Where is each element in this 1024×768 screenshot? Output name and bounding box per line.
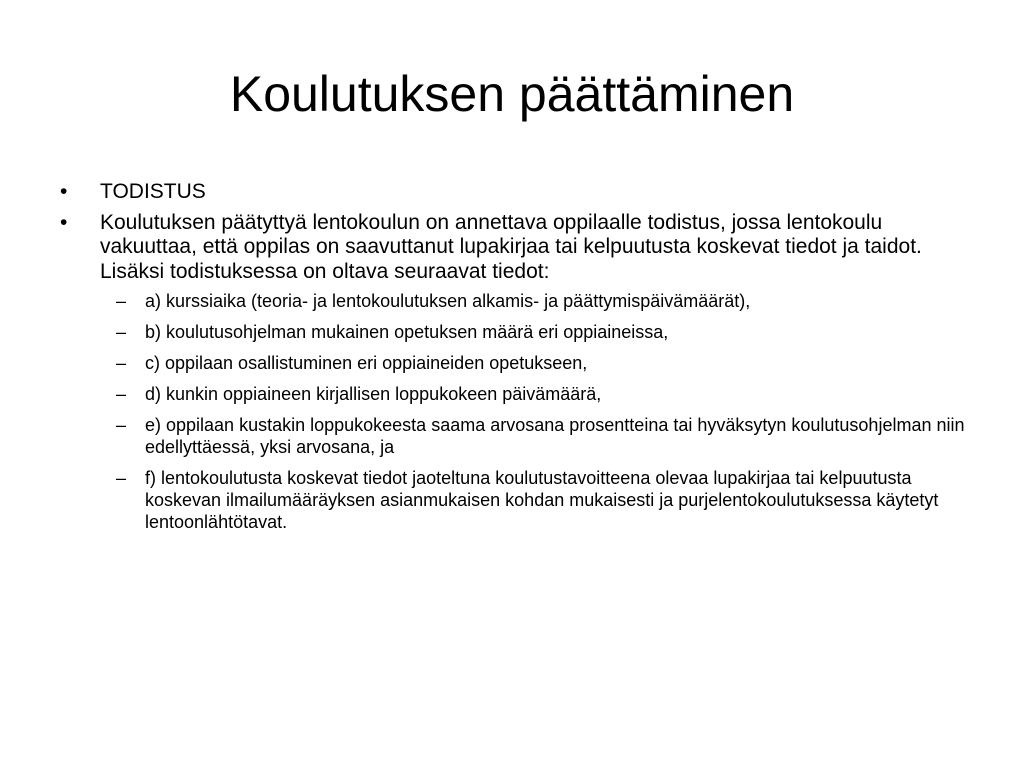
- sub-item-b: [100, 321, 976, 343]
- sub-item-d: [100, 383, 976, 405]
- dash-marker: –: [116, 415, 127, 435]
- bullet-list: [56, 180, 976, 542]
- sub-item-c: [100, 352, 976, 374]
- sub-item-e: [100, 414, 976, 458]
- bullet-item-koulutuksen: [56, 211, 976, 534]
- sub-item-text: c) oppilaan osallistuminen eri oppiaineiden opetukseen,: [145, 353, 588, 373]
- slide-title: Koulutuksen päättäminen: [229, 66, 795, 122]
- sub-item-a: [100, 290, 976, 312]
- sub-item-text: e) oppilaan kustakin loppukokeesta saama arvosana prosentteina tai hyväksytyn koulutusohjelman niin edellyttäessä, yksi arvosana, ja: [145, 415, 965, 457]
- sub-bullet-list: [100, 290, 976, 533]
- dash-marker: –: [116, 468, 127, 488]
- bullet-text: TODISTUS: [100, 180, 206, 203]
- bullet-item-todistus: [56, 180, 976, 205]
- sub-item-text: f) lentokoulutusta koskevat tiedot jaoteltuna koulutustavoitteena olevaa lupakirjaa tai kelpuutusta koskevan ilmailumääräyksen asianmukaisen kohdan mukaisesti ja purjelentokoulutuksessa käytetyt lentoonlähtötavat.: [145, 468, 939, 532]
- bullet-marker: •: [60, 210, 68, 234]
- bullet-text: Koulutuksen päätyttyä lentokoulun on annettava oppilaalle todistus, jossa lentokoulu vakuuttaa, että oppilas on saavuttanut lupakirjaa tai kelpuutusta koskevat tiedot ja taidot. Lisäksi todistuksessa on oltava seuraavat tiedot:: [100, 210, 922, 283]
- sub-item-text: b) koulutusohjelman mukainen opetuksen määrä eri oppiaineissa,: [145, 322, 669, 342]
- dash-marker: –: [116, 384, 127, 404]
- dash-marker: –: [116, 322, 127, 342]
- sub-item-f: [100, 467, 976, 533]
- sub-item-text: d) kunkin oppiaineen kirjallisen loppukokeen päivämäärä,: [145, 384, 602, 404]
- bullet-marker: •: [60, 180, 68, 203]
- dash-marker: –: [116, 291, 127, 311]
- dash-marker: –: [116, 353, 127, 373]
- sub-item-text: a) kurssiaika (teoria- ja lentokoulutuksen alkamis- ja päättymispäivämäärät),: [145, 291, 751, 311]
